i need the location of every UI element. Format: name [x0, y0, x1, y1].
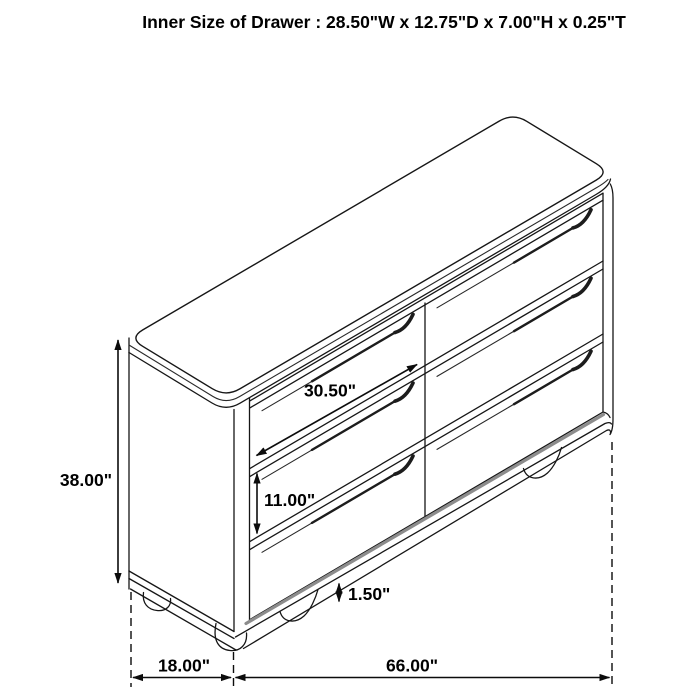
base-height-dimension-label: 1.50" [348, 584, 391, 604]
depth-dimension-label: 18.00" [157, 655, 211, 676]
drawer-height-dimension [257, 474, 315, 534]
width-dimension-label: 66.00" [385, 655, 439, 676]
front-right-edge [603, 193, 610, 417]
drawer-middle-right-handle [437, 278, 591, 376]
side-plinth-top-line [129, 579, 234, 639]
drawer-height-dimension-label: 11.00" [264, 490, 316, 510]
drawer-width-arrow [257, 365, 418, 456]
height-dimension-label: 38.00" [59, 470, 112, 490]
width-dimension [236, 656, 610, 678]
side-plinth-bottom-line [131, 589, 237, 650]
height-dimension [60, 340, 118, 583]
right-side-silhouette [610, 184, 613, 435]
page-title: Inner Size of Drawer : 28.50"W x 12.75"D x 7.00"H x 0.25"T [142, 12, 626, 32]
drawer-width-dimension-label: 30.50" [303, 380, 357, 401]
dimension-annotations [60, 340, 612, 687]
depth-dimension [133, 656, 231, 678]
plinth-top-line [236, 423, 612, 637]
drawer-width-dimension [257, 365, 418, 456]
top-surface [136, 117, 603, 393]
dresser-top-slab [129, 117, 611, 407]
